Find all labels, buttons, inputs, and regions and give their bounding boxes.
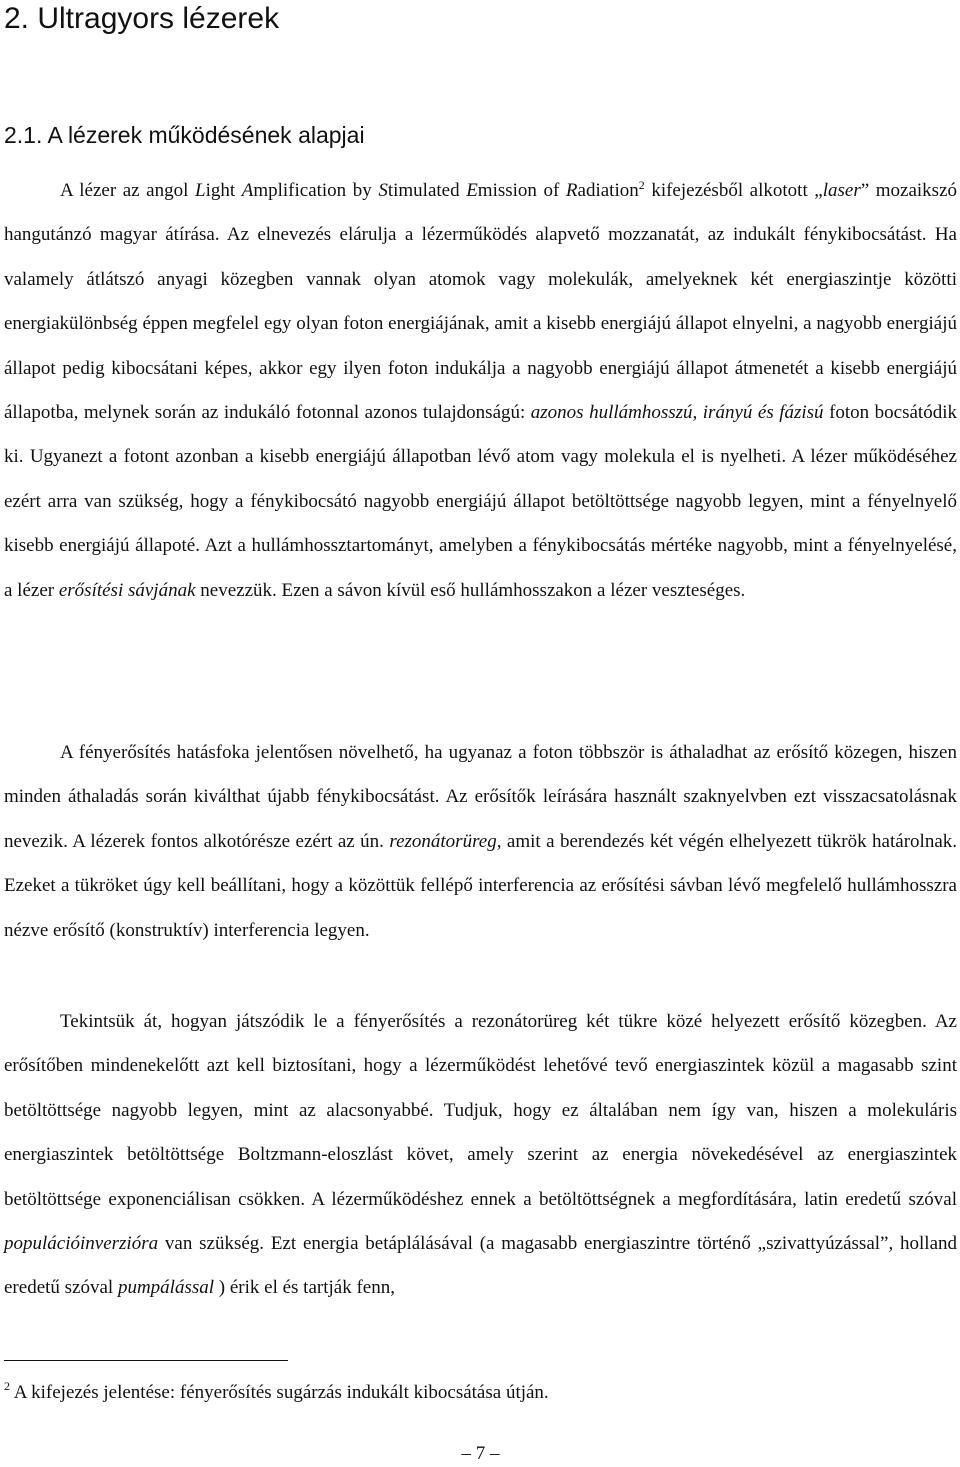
footnote-text: A kifejezés jelentése: fényerősítés sugárzás indukált kibocsátása útján. xyxy=(10,1382,549,1403)
text-run: foton bocsátódik ki. Ugyanezt a fotont azonban a kisebb energiájú állapotban lévő atom vagy molekula el is nyelheti. A lézer működéséhez ezért arra van szükség, hogy a fénykibocsátó nagyobb energiájú állapot betöltöttsége nagyobb legyen, mint a fényelnyelő kisebb energiájú állapoté. Azt a hullámhossztartományt, amelyben a fénykibocsátás mértéke nagyobb, mint a fényelnyelésé, a lézer xyxy=(4,402,957,601)
text-run: van szükség. Ezt energia betáplálásával (a magasabb energiaszintre történő „szivattyúzással”, holland eredetű szóval xyxy=(4,1233,957,1299)
footnote-divider xyxy=(4,1360,288,1361)
text-run: mplification by xyxy=(253,180,379,201)
page-number: – 7 – xyxy=(461,1443,500,1464)
footnote-reference[interactable]: 2 xyxy=(638,178,645,192)
italic-term-pumping: pumpálással xyxy=(117,1277,215,1299)
acronym-letter-a: A xyxy=(241,180,254,201)
text-run: mission of xyxy=(477,180,566,201)
acronym-letter-e: E xyxy=(466,180,478,201)
italic-term-population-inversion: populációinverzióra xyxy=(4,1233,159,1255)
text-run: nevezzük. Ezen a sávon kívül eső hullámhosszakon a lézer veszteséges. xyxy=(195,579,746,601)
text-run: A fényerősítés hatásfoka jelentősen növelhető, ha ugyanaz a foton többször is áthaladhat az erősítő közegen, hiszen minden áthaladás során kiválthat újabb fénykibocsátást. Az erősítők leírására használt szaknyelvben ezt visszacsatolásnak nevezik. A lézerek fontos alkotórésze ezért az ún. xyxy=(4,742,957,852)
text-run: ight xyxy=(205,180,242,201)
italic-phrase: azonos hullámhosszú, irányú és fázisú xyxy=(530,402,824,424)
italic-term-resonator: rezonátorüreg xyxy=(389,830,497,852)
paragraph-resonator xyxy=(4,731,957,953)
text-run: ) érik el és tartják fenn, xyxy=(214,1277,395,1299)
text-run: Tekintsük át, hogyan játszódik le a fényerősítés a rezonátorüreg két tükre közé helyezett erősítő közegben. Az erősítőben mindenekelőtt azt kell biztosítani, hogy a lézerműködést lehetővé tevő energiaszintek közül a magasabb szint betöltöttsége nagyobb legyen, mint az alacsonyabbé. Tudjuk, hogy ez általában nem így van, hiszen a molekuláris energiaszintek betöltöttsége Boltzmann-eloszlást követ, amely szerint az energia növekedésével az energiaszintek betöltöttsége exponenciálisan csökken. A lézerműködéshez ennek a betöltöttségnek a megfordítására, latin eredetű szóval xyxy=(4,1011,957,1210)
text-run: kifejezésből alkotott „ xyxy=(644,180,823,201)
text-run: adiation xyxy=(577,180,639,201)
text-run: , amit a berendezés két végén elhelyezett tükrök határolnak. Ezeket a tükröket úgy kell beállítani, hogy a közöttük fellépő interferencia az erősítési sávban lévő megfelelő hullámhosszra nézve erősítő (konstruktív) interferencia legyen. xyxy=(4,830,957,941)
text-run: A lézer az angol xyxy=(60,180,195,201)
paragraph-population-inversion xyxy=(4,1000,957,1311)
acronym-letter-r: R xyxy=(565,180,578,201)
text-run: timulated xyxy=(387,180,467,201)
footnote xyxy=(4,1381,549,1406)
acronym-letter-s: S xyxy=(378,180,388,201)
text-run: ” mozaikszó hangutánzó magyar átírása. Az elnevezés elárulja a lézerműködés alapvető mozzanatát, az indukált fénykibocsátást. Ha valamely átlátszó anyagi közegben vannak olyan atomok vagy molekulák, amelyeknek két energiaszintje közötti energiakülönbség éppen megfelel egy olyan foton energiájának, amit a kisebb energiájú állapot elnyelni, a nagyobb energiájú állapot pedig kibocsátani képes, akkor egy ilyen foton indukálja a nagyobb energiájú állapot átmenetét a kisebb energiájú állapotba, melynek során az indukáló fotonnal azonos tulajdonságú: xyxy=(4,180,958,424)
footnote-mark: 2 xyxy=(4,1379,10,1393)
italic-term-gain-band: erősítési sávjának xyxy=(58,579,196,601)
chapter-title: 2. Ultragyors lézerek xyxy=(4,2,280,35)
section-title: 2.1. A lézerek működésének alapjai xyxy=(4,122,365,148)
italic-term-laser: laser xyxy=(822,180,861,201)
acronym-letter-l: L xyxy=(194,180,206,201)
paragraph-laser-principle xyxy=(4,169,957,613)
